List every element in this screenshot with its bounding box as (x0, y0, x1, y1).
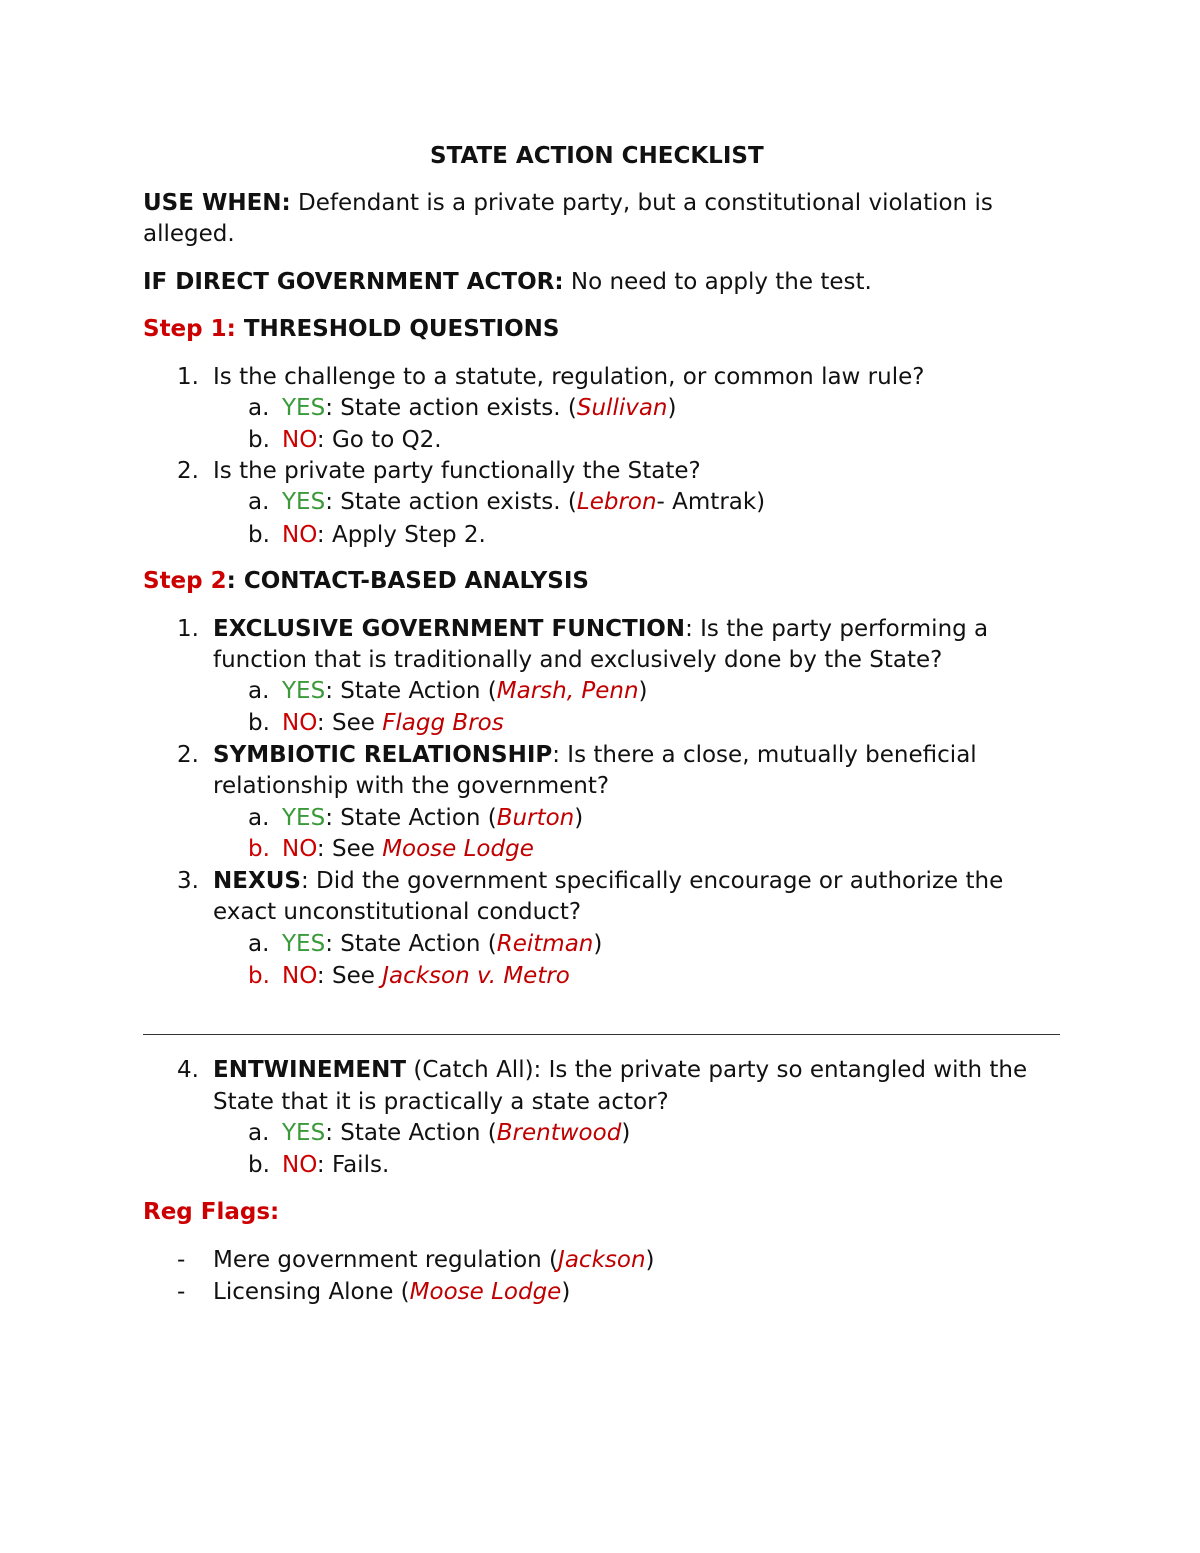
step1-q1-no (282, 426, 442, 454)
step2-i4-no (282, 1151, 389, 1179)
item-label: EXCLUSIVE GOVERNMENT FUNCTION (213, 616, 686, 642)
close-paren: ) (621, 1120, 631, 1146)
if-direct-paragraph (143, 268, 872, 296)
use-when-paragraph (143, 189, 993, 217)
list-letter: a. (248, 489, 270, 515)
step2-i4-yes (282, 1119, 630, 1147)
step2-item-1 (213, 615, 988, 643)
step2-i2-no (282, 835, 534, 863)
if-direct-label: IF DIRECT GOVERNMENT ACTOR: (143, 269, 564, 295)
answer-text: : Go to Q2. (316, 427, 442, 453)
answer-suffix: - Amtrak) (656, 489, 766, 515)
case-name: Flagg Bros (382, 710, 504, 736)
case-name: Marsh, Penn (496, 678, 639, 704)
case-name: Reitman (496, 931, 594, 957)
answer-text: : Apply Step 2. (316, 522, 486, 548)
step1-heading (143, 315, 559, 343)
list-letter: b. (248, 1152, 270, 1178)
step2-title: : CONTACT-BASED ANALYSIS (226, 568, 589, 594)
step2-item-4 (213, 1056, 1027, 1084)
reg-flags-heading: Reg Flags: (143, 1199, 280, 1225)
close-paren: ) (593, 931, 603, 957)
no-label: NO (282, 710, 317, 736)
step2-i2-yes (282, 804, 583, 832)
horizontal-divider (143, 1034, 1060, 1035)
step1-title: THRESHOLD QUESTIONS (235, 316, 560, 342)
step2-i3-no (282, 962, 570, 990)
no-label: NO (282, 836, 317, 862)
answer-text: : See (316, 710, 383, 736)
step1-q2-yes (282, 488, 765, 516)
step2-item-2 (213, 741, 977, 769)
no-label: NO (282, 963, 317, 989)
yes-label: YES (282, 489, 326, 515)
page-title: STATE ACTION CHECKLIST (430, 143, 764, 169)
list-letter: b. (248, 963, 270, 989)
item-text: : Did the government specifically encourage or authorize the (300, 868, 1004, 894)
answer-text: : State Action ( (325, 931, 497, 957)
list-number: 3. (177, 868, 199, 894)
step2-i1-yes (282, 677, 648, 705)
list-number: 1. (177, 616, 199, 642)
item-text: : Is the party performing a (685, 616, 989, 642)
yes-label: YES (282, 931, 326, 957)
close-paren: ) (645, 1247, 655, 1273)
close-paren: ) (638, 678, 648, 704)
step2-item-4-continuation: State that it is practically a state actor? (213, 1089, 669, 1115)
bullet-dash: - (177, 1279, 186, 1305)
case-name: Brentwood (496, 1120, 622, 1146)
answer-text: : See (316, 836, 383, 862)
answer-text: : State Action ( (325, 805, 497, 831)
close-paren: ) (667, 395, 677, 421)
case-name: Moose Lodge (409, 1279, 562, 1305)
step2-label: Step 2 (143, 568, 227, 594)
step2-i1-no (282, 709, 504, 737)
answer-text: : See (316, 963, 383, 989)
item-label: SYMBIOTIC RELATIONSHIP (213, 742, 553, 768)
list-letter: a. (248, 1120, 270, 1146)
answer-text: : State action exists. ( (325, 395, 577, 421)
case-name: Sullivan (576, 395, 668, 421)
list-letter: b. (248, 710, 270, 736)
case-name: Lebron (576, 489, 657, 515)
yes-label: YES (282, 678, 326, 704)
yes-label: YES (282, 395, 326, 421)
answer-text: : State action exists. ( (325, 489, 577, 515)
close-paren: ) (574, 805, 584, 831)
case-name: Burton (496, 805, 575, 831)
answer-text: : State Action ( (325, 1120, 497, 1146)
answer-text: : Fails. (316, 1152, 390, 1178)
item-text: (Catch All): Is the private party so entangled with the (406, 1057, 1028, 1083)
step2-item-2-continuation: relationship with the government? (213, 773, 610, 799)
flag-text: Mere government regulation ( (213, 1247, 559, 1273)
list-number: 4. (177, 1057, 199, 1083)
step1-q1-yes (282, 394, 677, 422)
flag-item-2 (213, 1278, 570, 1306)
flag-text: Licensing Alone ( (213, 1279, 410, 1305)
close-paren: ) (561, 1279, 571, 1305)
step2-i3-yes (282, 930, 602, 958)
step1-question-2: Is the private party functionally the State? (213, 458, 701, 484)
step2-item-3-continuation: exact unconstitutional conduct? (213, 899, 582, 925)
no-label: NO (282, 1152, 317, 1178)
flag-item-1 (213, 1246, 655, 1274)
use-when-label: USE WHEN: (143, 190, 291, 216)
use-when-continuation: alleged. (143, 221, 235, 247)
list-letter: a. (248, 678, 270, 704)
item-label: ENTWINEMENT (213, 1057, 407, 1083)
case-name: Jackson (558, 1247, 646, 1273)
list-letter: b. (248, 522, 270, 548)
list-letter: b. (248, 427, 270, 453)
bullet-dash: - (177, 1247, 186, 1273)
no-label: NO (282, 522, 317, 548)
item-text: : Is there a close, mutually beneficial (552, 742, 977, 768)
list-number: 2. (177, 458, 199, 484)
yes-label: YES (282, 805, 326, 831)
list-letter: a. (248, 931, 270, 957)
yes-label: YES (282, 1120, 326, 1146)
answer-text: : State Action ( (325, 678, 497, 704)
use-when-text: Defendant is a private party, but a constitutional violation is (290, 190, 993, 216)
list-number: 2. (177, 742, 199, 768)
list-letter: a. (248, 805, 270, 831)
step1-label: Step 1: (143, 316, 236, 342)
case-name: Jackson v. Metro (382, 963, 570, 989)
step2-item-3 (213, 867, 1003, 895)
if-direct-text: No need to apply the test. (563, 269, 872, 295)
list-letter: a. (248, 395, 270, 421)
step1-question-1: Is the challenge to a statute, regulation, or common law rule? (213, 364, 925, 390)
step2-heading (143, 567, 589, 595)
step2-item-1-continuation: function that is traditionally and exclusively done by the State? (213, 647, 943, 673)
list-number: 1. (177, 364, 199, 390)
no-label: NO (282, 427, 317, 453)
list-letter: b. (248, 836, 270, 862)
case-name: Moose Lodge (382, 836, 534, 862)
item-label: NEXUS (213, 868, 301, 894)
step1-q2-no (282, 521, 486, 549)
